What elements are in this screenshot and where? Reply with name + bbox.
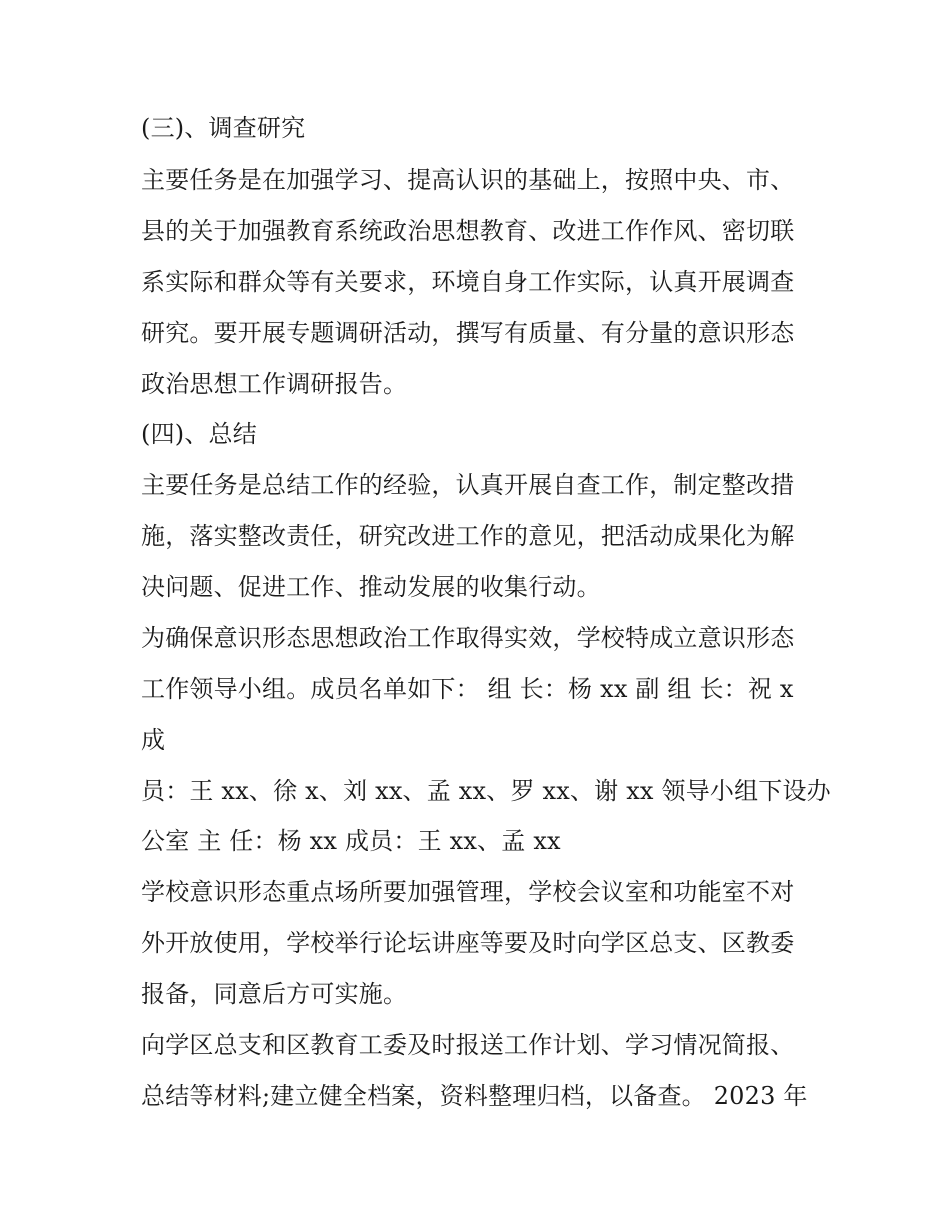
text-line: 县的关于加强教育系统政治思想教育、改进工作作风、密切联 [141, 217, 795, 245]
text-line: 为确保意识形态思想政治工作取得实效，学校特成立意识形态 [141, 624, 795, 652]
text-line: 施，落实整改责任，研究改进工作的意见，把活动成果化为解 [141, 522, 795, 550]
text-line: 员：王 xx、徐 x、刘 xx、孟 xx、罗 xx、谢 xx 领导小组下设办 [141, 777, 831, 805]
section-heading-summary: (四)、总结 [141, 420, 257, 448]
text-line: 外开放使用，学校举行论坛讲座等要及时向学区总支、区教委 [141, 929, 795, 957]
section-heading-research: (三)、调查研究 [141, 114, 306, 142]
text-line: 学校意识形态重点场所要加强管理，学校会议室和功能室不对 [141, 878, 795, 906]
text-line: 系实际和群众等有关要求，环境自身工作实际，认真开展调查 [141, 268, 795, 296]
text-line: 公室 主 任：杨 xx 成员：王 xx、孟 xx [141, 827, 561, 855]
text-line: 研究。要开展专题调研活动，撰写有质量、有分量的意识形态 [141, 319, 795, 347]
text-line: 成 [141, 726, 166, 754]
text-line: 报备，同意后方可实施。 [141, 980, 408, 1008]
text-line: 决问题、促进工作、推动发展的收集行动。 [141, 573, 601, 601]
text-line: 主要任务是总结工作的经验，认真开展自查工作，制定整改措 [141, 471, 795, 499]
text-line: 向学区总支和区教育工委及时报送工作计划、学习情况简报、 [141, 1031, 795, 1059]
text-line: 工作领导小组。成员名单如下： 组 长：杨 xx 副 组 长：祝 x [141, 675, 794, 703]
text-line: 主要任务是在加强学习、提高认识的基础上，按照中央、市、 [141, 166, 795, 194]
text-line: 政治思想工作调研报告。 [141, 370, 408, 398]
text-line: 总结等材料;建立健全档案，资料整理归档，以备查。 2023 年 [141, 1082, 808, 1110]
